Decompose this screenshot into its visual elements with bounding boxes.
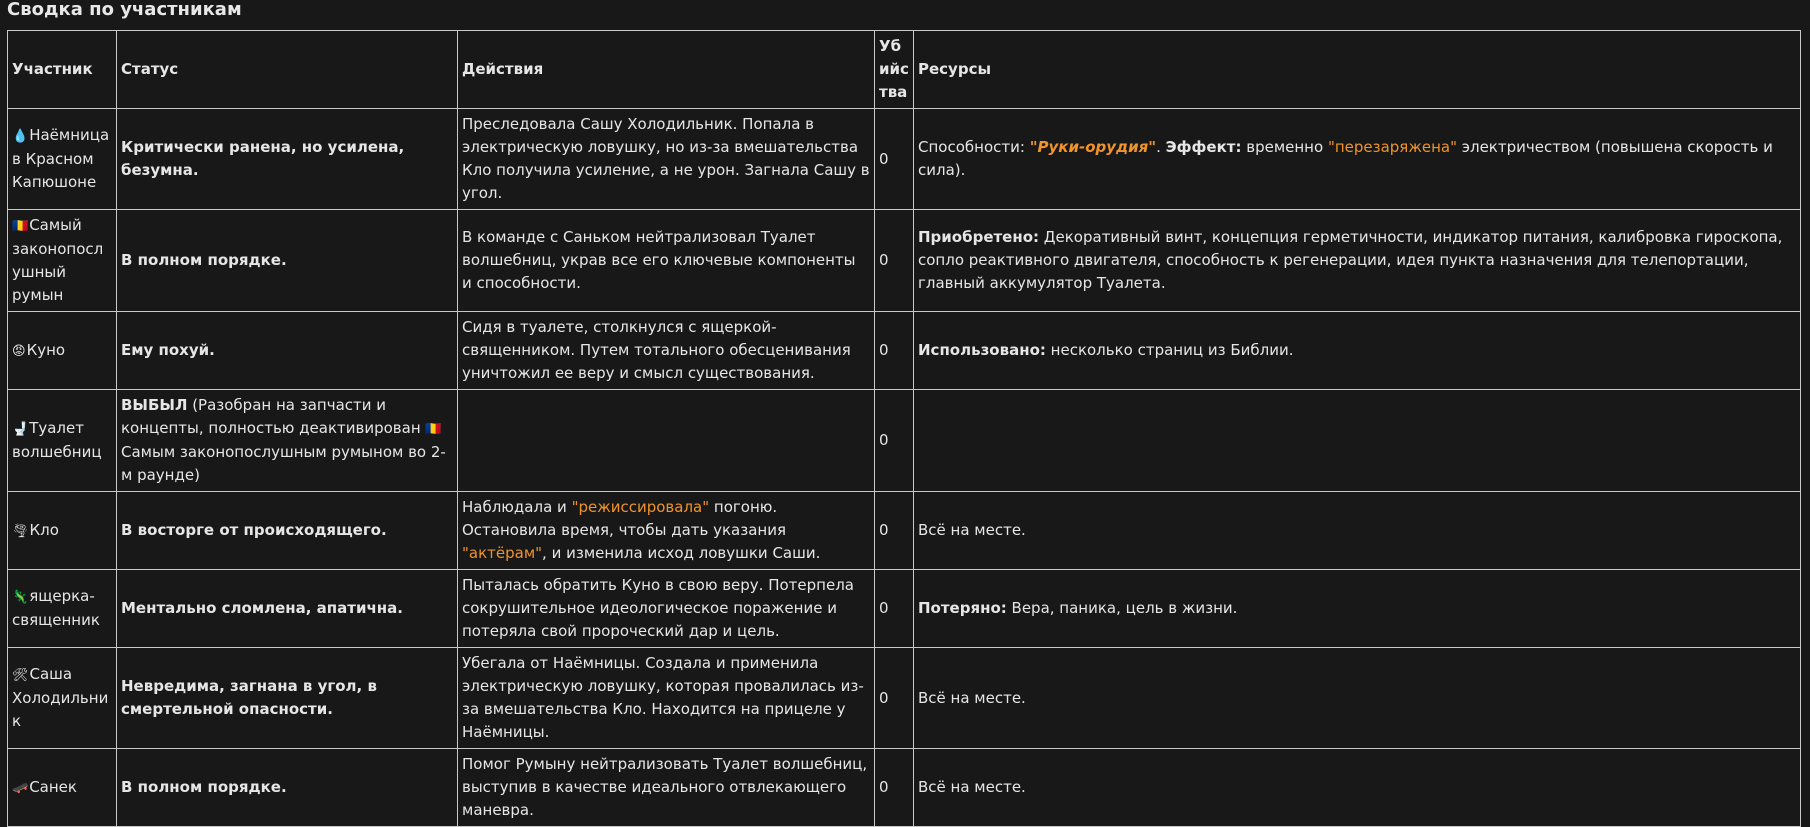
blood-drop-icon: 💧	[12, 129, 29, 144]
table-header-row	[8, 31, 1801, 109]
romania-flag-icon: 🇷🇴	[425, 422, 442, 437]
kills-cell: 0	[875, 492, 914, 570]
resources-cell: Приобретено: Декоративный винт, концепция герметичности, индикатор питания, калибровка гироскопа, сопло реактивного двигателя, способность к регенерации, идея пункта назначения для телепортации, главный аккумулятор Туалета.	[914, 210, 1801, 312]
header-status: Статус	[117, 31, 458, 109]
kills-cell: 0	[875, 210, 914, 312]
participant-name: Туалет волшебниц	[12, 419, 102, 461]
kills-cell: 0	[875, 390, 914, 492]
table-row	[8, 390, 1801, 492]
status-cell: ВЫБЫЛ (Разобран на запчасти и концепты, полностью деактивирован 🇷🇴Самым законопослушным румыном во 2-м раунде)	[117, 390, 458, 492]
resources-cell: Потеряно: Вера, паника, цель в жизни.	[914, 570, 1801, 648]
header-resources: Ресурсы	[914, 31, 1801, 109]
table-row	[8, 492, 1801, 570]
participant-cell	[8, 648, 117, 749]
resources-cell: Всё на месте.	[914, 492, 1801, 570]
table-row	[8, 749, 1801, 827]
resources-cell: Способности: "Руки-орудия". Эффект: временно "перезаряжена" электричеством (повышена скорость и сила).	[914, 109, 1801, 210]
actions-cell: Преследовала Сашу Холодильник. Попала в электрическую ловушку, но из-за вмешательства Кло получила усиление, а не урон. Загнала Сашу в угол.	[458, 109, 875, 210]
table-row	[8, 570, 1801, 648]
toilet-icon: 🚽	[12, 422, 29, 437]
status-cell: В восторге от происходящего.	[117, 492, 458, 570]
skateboard-icon: 🛹	[12, 780, 29, 796]
actions-cell: Наблюдала и "режиссировала" погоню. Остановила время, чтобы дать указания "актёрам", и изменила исход ловушки Саши.	[458, 492, 875, 570]
participant-name: Кло	[29, 520, 59, 539]
kills-cell: 0	[875, 312, 914, 390]
participant-cell	[8, 390, 117, 492]
resources-cell	[914, 390, 1801, 492]
participant-name: Саша Холодильник	[12, 665, 109, 730]
participant-name: Наёмница в Красном Капюшоне	[12, 126, 110, 191]
actions-cell: Помог Румыну нейтрализовать Туалет волшебниц, выступив в качестве идеального отвлекающего маневра.	[458, 749, 875, 827]
status-cell: Ментально сломлена, апатична.	[117, 570, 458, 648]
kills-cell: 0	[875, 648, 914, 749]
participant-name: Самый законопослушный румын	[12, 216, 104, 304]
status-cell: Невредима, загнана в угол, в смертельной опасности.	[117, 648, 458, 749]
table-row	[8, 109, 1801, 210]
ability-highlight: "Руки-орудия"	[1029, 138, 1157, 156]
resources-cell: Всё на месте.	[914, 648, 1801, 749]
table-row	[8, 210, 1801, 312]
tornado-icon: 🌪	[12, 523, 29, 539]
effect-highlight: "перезаряжена"	[1327, 138, 1457, 156]
actions-cell: Пыталась обратить Куно в свою веру. Потерпела сокрушительное идеологическое поражение и потеряла свой пророческий дар и цель.	[458, 570, 875, 648]
actions-cell: Сидя в туалете, столкнулся с ящеркой-священником. Путем тотального обесценивания уничтожил ее веру и смысл существования.	[458, 312, 875, 390]
resources-cell: Всё на месте.	[914, 749, 1801, 827]
resources-cell: Использовано: несколько страниц из Библии.	[914, 312, 1801, 390]
participant-cell	[8, 109, 117, 210]
table-row	[8, 648, 1801, 749]
actors-highlight: "актёрам"	[462, 544, 543, 562]
page-title: Сводка по участникам	[7, 0, 242, 20]
directed-highlight: "режиссировала"	[571, 498, 710, 516]
status-cell: В полном порядке.	[117, 749, 458, 827]
tools-icon: 🛠	[12, 668, 29, 683]
participant-cell	[8, 570, 117, 648]
status-cell: В полном порядке.	[117, 210, 458, 312]
participant-cell	[8, 749, 117, 827]
angry-face-icon: 😡	[12, 343, 26, 359]
participant-cell	[8, 492, 117, 570]
actions-cell: В команде с Саньком нейтрализовал Туалет волшебниц, украв все его ключевые компоненты и способности.	[458, 210, 875, 312]
table-row	[8, 312, 1801, 390]
status-cell: Критически ранена, но усилена, безумна.	[117, 109, 458, 210]
header-actions: Действия	[458, 31, 875, 109]
kills-cell: 0	[875, 109, 914, 210]
romania-flag-icon: 🇷🇴	[12, 219, 29, 234]
kills-cell: 0	[875, 570, 914, 648]
participant-name: Куно	[26, 340, 66, 359]
participant-cell	[8, 210, 117, 312]
actions-cell: Убегала от Наёмницы. Создала и применила электрическую ловушку, которая провалилась из-за вмешательства Кло. Находится на прицеле у Наёмницы.	[458, 648, 875, 749]
actions-cell	[458, 390, 875, 492]
header-kills: Убийства	[875, 31, 914, 109]
participant-name: Санек	[29, 777, 77, 796]
participant-name: ящерка-священник	[12, 587, 100, 629]
kills-cell: 0	[875, 749, 914, 827]
header-participant: Участник	[8, 31, 117, 109]
participants-table	[7, 30, 1801, 827]
status-cell: Ему похуй.	[117, 312, 458, 390]
lizard-icon: 🦎	[12, 590, 29, 605]
participant-cell	[8, 312, 117, 390]
